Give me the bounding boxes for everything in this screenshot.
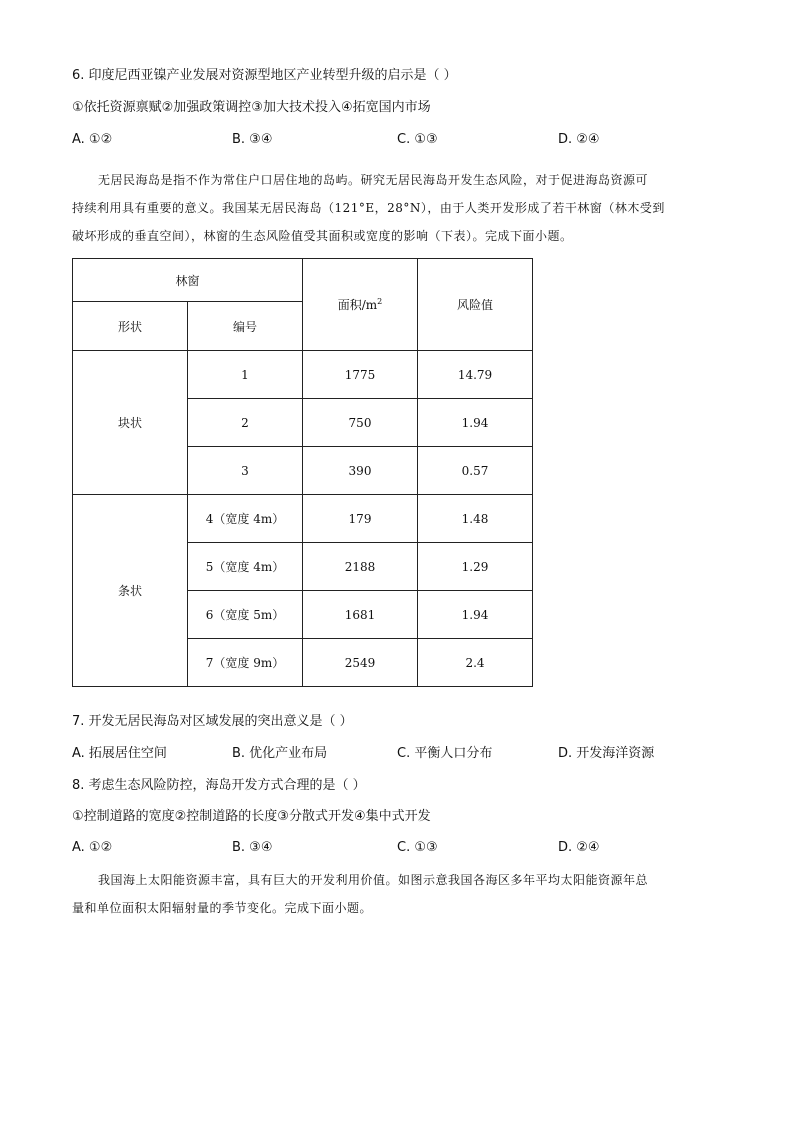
table-header-area: 面积$/m^2$ [303,259,418,351]
q8-statements: ①控制道路的宽度②控制道路的长度③分散式开发④集中式开发 [72,809,431,824]
q7-options [72,745,655,763]
forest-gap-risk-table [72,258,533,687]
table-cell-risk: 0.57 [418,447,533,495]
table-cell-area: 2188 [303,543,418,591]
table-cell-risk: 1.94 [418,399,533,447]
q7-option-a[interactable]: A. 拓展居住空间 [72,746,167,761]
table-cell-area: 1775 [303,351,418,399]
q8-option-b[interactable]: B. ③④ [232,840,273,855]
table-cell-id: 3 [188,447,303,495]
table-cell-area: 179 [303,495,418,543]
material-island-line-1: 无居民海岛是指不作为常住户口居住地的岛屿。研究无居民海岛开发生态风险，对于促进海岛资源可 [98,173,649,187]
q6-option-a[interactable]: A. ①② [72,132,113,147]
material-island [72,166,720,250]
q6-option-b[interactable]: B. ③④ [232,132,273,147]
table-cell-id: 1 [188,351,303,399]
table-header-shape: 形状 [73,302,188,351]
table-cell-risk: 1.94 [418,591,533,639]
table-header-forest-gap: 林窗 [73,259,303,302]
table-header-id: 编号 [188,302,303,351]
material-solar-line-2: 量和单位面积太阳辐射量的季节变化。完成下面小题。 [72,901,373,915]
table-row [73,351,533,399]
q6-option-d[interactable]: D. ②④ [558,132,600,147]
q8-option-d[interactable]: D. ②④ [558,840,600,855]
table-cell-risk: 1.48 [418,495,533,543]
q7-option-c[interactable]: C. 平衡人口分布 [397,746,493,761]
material-solar-line-1: 我国海上太阳能资源丰富，具有巨大的开发利用价值。如图示意我国各海区多年平均太阳能资源年总 [98,873,649,887]
q8-stem: 8. 考虑生态风险防控，海岛开发方式合理的是（ ） [72,778,366,793]
table-cell-area: 2549 [303,639,418,687]
table-cell-risk: 2.4 [418,639,533,687]
table-cell-area: 1681 [303,591,418,639]
table-cell-area: 750 [303,399,418,447]
material-island-line-2: 持续利用具有重要的意义。我国某无居民海岛（121°E，28°N），由于人类开发形成了若干林窗（林木受到 [72,201,665,215]
table-cell-id: 7（宽度 9m） [188,639,303,687]
q6-options [72,131,632,149]
q7-option-b[interactable]: B. 优化产业布局 [232,746,328,761]
table-cell-risk: 1.29 [418,543,533,591]
table-cell-id: 4（宽度 4m） [188,495,303,543]
q6-statements: ①依托资源禀赋②加强政策调控③加大技术投入④拓宽国内市场 [72,100,431,115]
table-shape-strip: 条状 [73,495,188,687]
table-header-risk: 风险值 [418,259,533,351]
table-cell-id: 5（宽度 4m） [188,543,303,591]
table-cell-risk: 14.79 [418,351,533,399]
q7-stem: 7. 开发无居民海岛对区域发展的突出意义是（ ） [72,714,353,729]
table-shape-block: 块状 [73,351,188,495]
q6-stem: 6. 印度尼西亚镍产业发展对资源型地区产业转型升级的启示是（ ） [72,68,457,83]
q8-option-a[interactable]: A. ①② [72,840,113,855]
q6-option-c[interactable]: C. ①③ [397,132,438,147]
material-solar [72,866,720,922]
q8-option-c[interactable]: C. ①③ [397,840,438,855]
table-cell-id: 6（宽度 5m） [188,591,303,639]
material-island-line-3: 破坏形成的垂直空间），林窗的生态风险值受其面积或宽度的影响（下表）。完成下面小题。 [72,229,573,243]
table-row [73,495,533,543]
q8-options [72,839,632,857]
table-cell-id: 2 [188,399,303,447]
q7-option-d[interactable]: D. 开发海洋资源 [558,746,655,761]
table-cell-area: 390 [303,447,418,495]
